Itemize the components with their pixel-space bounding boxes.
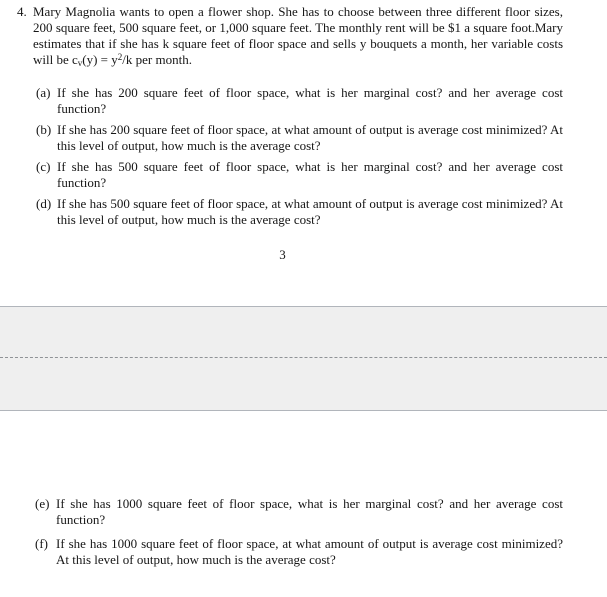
item-label: (f) [35,536,48,551]
item-text: If she has 500 square feet of floor space, what is her marginal cost? and her average cost function? [57,159,563,190]
subquestion-d [36,196,563,228]
item-text: If she has 200 square feet of floor space, at what amount of output is average cost minimized? At this level of output, how much is the average cost? [57,122,563,153]
problem-number: 4. [17,4,27,19]
item-label: (a) [36,85,51,100]
page-number: 3 [279,247,286,262]
formula-end: /k per month. [122,52,192,67]
item-label: (b) [36,122,52,137]
item-text: If she has 1000 square feet of floor space, what is her marginal cost? and her average cost function? [56,496,563,527]
subquestion-a [36,85,563,117]
subquestion-list-page2 [35,496,563,576]
page-boundary-dashed-line [0,357,607,358]
item-label: (d) [36,196,52,211]
formula-superscript: 2 [117,52,123,62]
item-label: (e) [35,496,50,511]
page-break-gap [0,306,607,411]
formula-mid: (y) = y [82,52,118,67]
item-text: If she has 500 square feet of floor space, at what amount of output is average cost minimized? At this level of output, how much is the average cost? [57,196,563,227]
subquestion-c [36,159,563,191]
problem-statement-text: Mary Magnolia wants to open a flower shop. She has to choose between three different floor sizes, 200 square feet, 500 square feet, or 1,000 square feet. The monthly rent will be $1 a square foot.Mary estimates that if she has k square feet of floor space and sells y bouquets a month, her variable costs will be c [33,4,563,67]
subquestion-f [35,536,563,568]
subquestion-b [36,122,563,154]
formula-subscript: v [77,58,83,68]
subquestion-list-page1 [36,85,563,233]
problem-statement [33,4,563,68]
item-text: If she has 200 square feet of floor space, what is her marginal cost? and her average cost function? [57,85,563,116]
item-label: (c) [36,159,51,174]
item-text: If she has 1000 square feet of floor space, at what amount of output is average cost minimized? At this level of output, how much is the average cost? [56,536,563,567]
subquestion-e [35,496,563,528]
problem-4 [17,4,563,68]
